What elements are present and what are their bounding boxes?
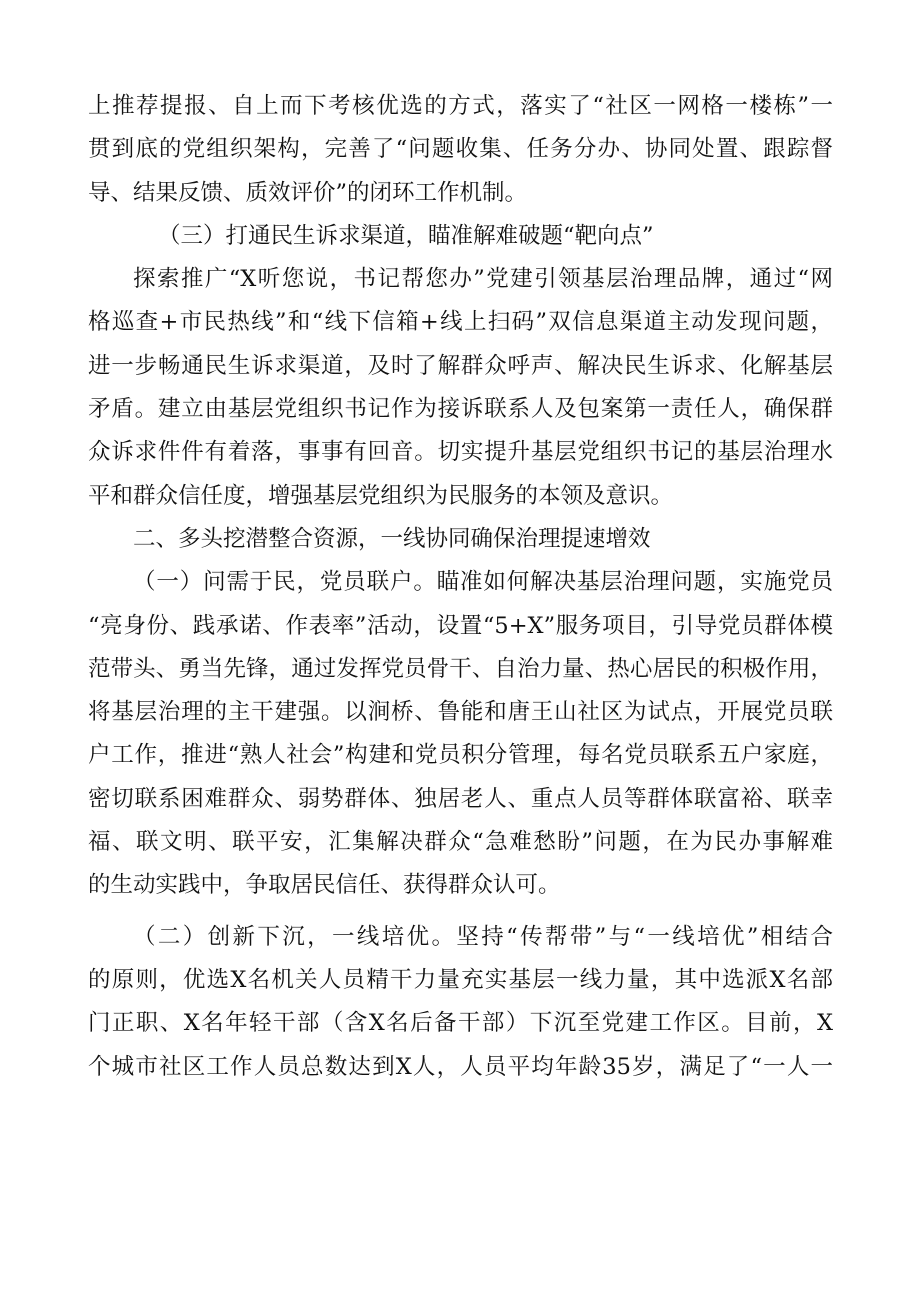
paragraph-architecture-continued bbox=[88, 85, 833, 215]
text-line: 将基层治理的主干建强。以涧桥、鲁能和唐王山社区为试点，开展党员联 bbox=[88, 699, 833, 726]
paragraph-demands-channel bbox=[88, 258, 833, 518]
text-line: 户工作，推进“熟人社会”构建和党员积分管理，每名党员联系五户家庭， bbox=[88, 742, 833, 769]
text-line: 的生动实践中，争取居民信任、获得群众认可。 bbox=[88, 872, 561, 899]
text-line: 范带头、勇当先锋，通过发挥党员骨干、自治力量、热心居民的积极作用， bbox=[88, 655, 833, 682]
text-line: 探索推广“X听您说，书记帮您办”党建引领基层治理品牌，通过“网 bbox=[133, 266, 833, 293]
heading-text: 二、多头挖潜整合资源，一线协同确保治理提速增效 bbox=[133, 525, 651, 552]
heading-text: （三）打通民生诉求渠道，瞄准解难破题“靶向点” bbox=[158, 222, 654, 249]
paragraph-spacer bbox=[88, 908, 833, 916]
text-line: 门正职、X名年轻干部（含X名后备干部）下沉至党建工作区。目前，X bbox=[88, 1010, 833, 1037]
text-line: 个城市社区工作人员总数达到X人，人员平均年龄35岁，满足了“一人一 bbox=[88, 1053, 833, 1080]
text-line: 进一步畅通民生诉求渠道，及时了解群众呼声、解决民生诉求、化解基层 bbox=[88, 352, 833, 379]
text-line: 上推荐提报、自上而下考核优选的方式，落实了“社区一网格一楼栋”一 bbox=[88, 93, 833, 119]
text-line: 贯到底的党组织架构，完善了“问题收集、任务分办、协同处置、跟踪督 bbox=[88, 136, 833, 163]
text-line: 平和群众信任度，增强基层党组织为民服务的本领及意识。 bbox=[88, 482, 674, 509]
text-line: 众诉求件件有着落，事事有回音。切实提升基层党组织书记的基层治理水 bbox=[88, 439, 833, 466]
section-heading-2 bbox=[88, 518, 833, 561]
text-line: （二）创新下沉，一线培优。坚持“传帮带”与“一线培优”相结合 bbox=[133, 923, 833, 950]
paragraph-innovation bbox=[88, 916, 833, 1089]
text-line: 矛盾。建立由基层党组织书记作为接诉联系人及包案第一责任人，确保群 bbox=[88, 396, 833, 423]
text-line: 福、联文明、联平安，汇集解决群众“急难愁盼”问题，在为民办事解难 bbox=[88, 829, 833, 856]
text-line: “亮身份、践承诺、作表率”活动，设置“5+X”服务项目，引导党员群体模 bbox=[88, 612, 833, 639]
text-line: 密切联系困难群众、弱势群体、独居老人、重点人员等群体联富裕、联幸 bbox=[88, 785, 833, 812]
section-heading-3 bbox=[88, 215, 833, 258]
text-line: 格巡查+市民热线”和“线下信箱+线上扫码”双信息渠道主动发现问题， bbox=[88, 309, 833, 336]
text-line: （一）问需于民，党员联户。瞄准如何解决基层治理问题，实施党员 bbox=[133, 569, 833, 596]
text-line: 导、结果反馈、质效评价”的闭环工作机制。 bbox=[88, 179, 528, 206]
text-line: 的原则，优选X名机关人员精干力量充实基层一线力量，其中选派X名部 bbox=[88, 966, 833, 993]
paragraph-party-members bbox=[88, 561, 833, 907]
document-body bbox=[88, 85, 833, 1089]
